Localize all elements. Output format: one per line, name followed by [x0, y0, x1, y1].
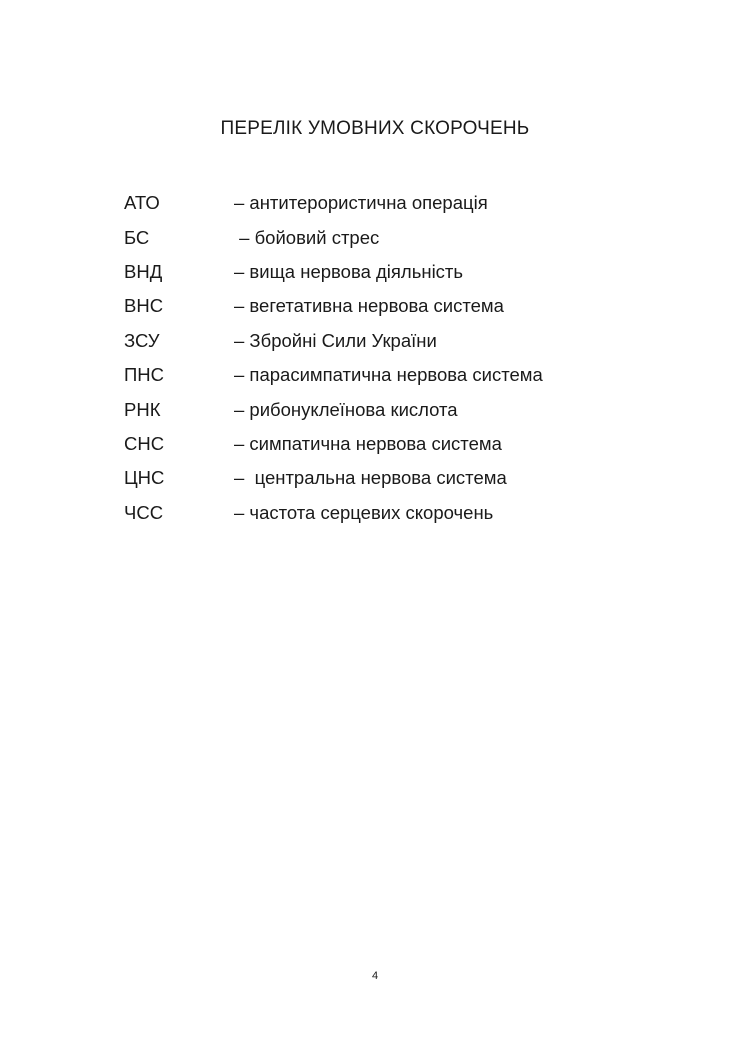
- abbreviation-row: [124, 358, 644, 392]
- abbreviation-definition: – симпатична нервова система: [234, 432, 502, 454]
- abbreviation-row: [124, 255, 644, 289]
- page-title: ПЕРЕЛІК УМОВНИХ СКОРОЧЕНЬ: [220, 118, 530, 139]
- abbreviation-term: СНС: [124, 432, 165, 454]
- abbreviation-term: ЦНС: [124, 467, 165, 489]
- abbreviation-row: [124, 289, 644, 323]
- abbreviation-row: [124, 324, 644, 358]
- abbreviation-definition: – парасимпатична нервова система: [234, 364, 543, 386]
- abbreviation-row: [124, 461, 644, 495]
- abbreviation-term: ЧСС: [124, 501, 164, 523]
- abbreviation-definition: – центральна нервова система: [234, 467, 507, 489]
- abbreviation-term: ВНД: [124, 260, 163, 282]
- abbreviation-row: [124, 220, 644, 254]
- abbreviation-row: [124, 186, 644, 220]
- abbreviation-row: [124, 427, 644, 461]
- abbreviation-definition: – вегетативна нервова система: [234, 295, 504, 317]
- abbreviation-row: [124, 392, 644, 426]
- abbreviation-definition: – вища нервова діяльність: [234, 260, 464, 282]
- abbreviation-definition: – антитерористична операція: [234, 192, 488, 214]
- abbreviation-definition: – частота серцевих скорочень: [234, 501, 494, 523]
- abbreviation-term: ПНС: [124, 364, 165, 386]
- abbreviation-term: РНК: [124, 398, 161, 420]
- abbreviation-definition: – Збройні Сили України: [234, 329, 437, 351]
- abbreviation-term: ЗСУ: [124, 329, 160, 351]
- page-number: 4: [371, 970, 379, 982]
- abbreviation-definition: – рибонуклеїнова кислота: [234, 398, 458, 420]
- abbreviation-term: АТО: [124, 192, 160, 214]
- abbreviation-list: [124, 186, 644, 530]
- abbreviation-term: БС: [124, 226, 150, 248]
- abbreviation-row: [124, 496, 644, 530]
- abbreviation-term: ВНС: [124, 295, 164, 317]
- abbreviation-definition: – бойовий стрес: [234, 226, 380, 248]
